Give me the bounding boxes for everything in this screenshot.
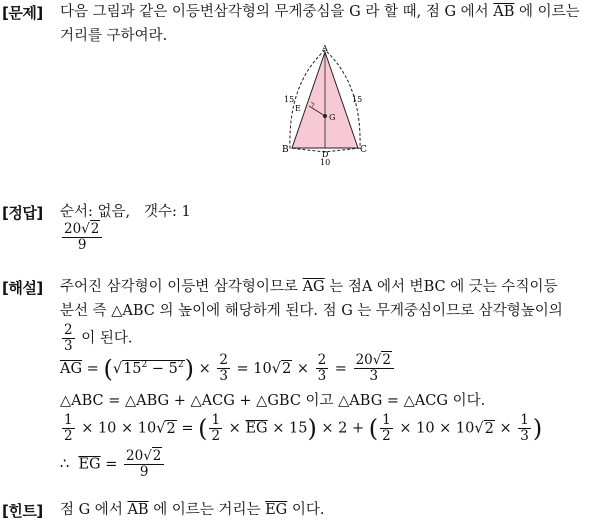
label-left-side: 15 (284, 95, 295, 104)
answer-tag: [정답] (2, 204, 43, 222)
label-a: A (322, 44, 328, 53)
label-c: C (360, 145, 367, 155)
equation-2: △ABC = △ABG + △ACG + △GBC 이고 △ABG = △ACG 이다. (60, 393, 486, 409)
explanation-line2: 분선 즉 △ABC 의 높이에 해당하게 된다. 점 G 는 무게중심이므로 삼각형높이의 (60, 303, 563, 319)
problem-tag: [문제] (2, 4, 43, 22)
point-g (323, 114, 327, 118)
answer-count: 갯수: 1 (143, 204, 191, 220)
label-base: 10 (320, 158, 331, 167)
explanation-line1: 주어진 삼각형이 이등변 삼각형이므로 (60, 279, 298, 295)
segment-ab: $\overline{AB}$ (493, 4, 515, 20)
problem-line2: 거리를 구하여라. (60, 28, 168, 44)
equation-4: ∴ $\overline{EG}$ = $\frac{20√2}{9}$ (60, 449, 586, 485)
answer-fraction: $\frac{20√2}{9}$ (62, 222, 102, 253)
equation-1: $\overline{AG} = (√15^2 - 5^2)$ × $\frac{2}{3}$ = 10√2 × $\frac{2}{3}$ = $\frac{20√2}{3}$ (60, 353, 586, 389)
explanation-tag: [해설] (2, 279, 43, 297)
problem-text (60, 0, 586, 48)
hint-tag: [힌트] (2, 502, 43, 520)
segment-ag: $\overline{AG}$ (302, 279, 325, 295)
label-g: G (329, 113, 336, 122)
answer-order: 순서: 없음, (60, 204, 131, 220)
label-e: E (295, 104, 301, 113)
label-d: D (322, 150, 329, 159)
label-b: B (282, 145, 289, 155)
triangle-figure (278, 44, 378, 168)
equation-3: $\frac{1}{2}$ × 10 × 10√2 = ( $\frac{1}{2}$ × $\overline{EG} \times 15) \times 2$ + ( $\frac{1}{2}$ × 10 × 10√2 × $\frac{1}{3}$ ) (64, 412, 543, 444)
label-right-side: 15 (352, 95, 363, 104)
explanation-line3: $\frac{2}{3}$ 이 된다. (64, 322, 133, 354)
problem-line1-end: 에 이르는 (519, 4, 580, 20)
problem-line1: 다음 그림과 같은 이등변삼각형의 무게중심을 G 라 할 때, 점 G 에서 (60, 4, 489, 20)
